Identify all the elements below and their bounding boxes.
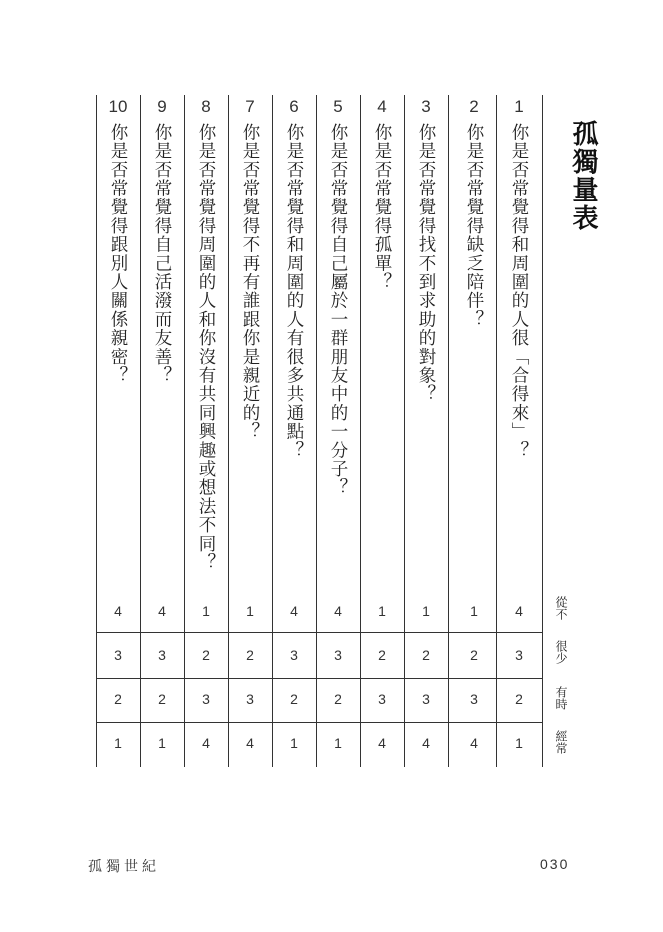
question-text: 你是否常覺得自己屬於一群朋友中的一分子？: [328, 123, 348, 497]
score-rarely: 3: [290, 647, 298, 663]
score-never: 1: [422, 603, 430, 619]
question-text: 你是否常覺得自己活潑而友善？: [152, 123, 172, 385]
score-often: 1: [114, 735, 122, 751]
question-number: 3: [421, 97, 431, 116]
score-never: 4: [158, 603, 166, 619]
score-often: 4: [470, 735, 478, 751]
score-rarely: 2: [470, 647, 478, 663]
score-rarely: 3: [158, 647, 166, 663]
question-number: 4: [377, 97, 387, 116]
footer-page-number: 030: [540, 856, 570, 872]
score-often: 1: [515, 735, 523, 751]
score-often: 4: [202, 735, 210, 751]
page-title: 孤獨量表: [568, 120, 598, 232]
score-often: 4: [246, 735, 254, 751]
question-number: 5: [333, 97, 343, 116]
score-sometimes: 2: [114, 691, 122, 707]
score-never: 1: [378, 603, 386, 619]
question-text: 你是否常覺得和周圍的人有很多共通點？: [284, 123, 304, 460]
score-sometimes: 2: [158, 691, 166, 707]
option-label-never: 從不: [554, 596, 568, 620]
score-rarely: 2: [422, 647, 430, 663]
score-rarely: 3: [114, 647, 122, 663]
table-hline: [96, 632, 542, 633]
score-rarely: 2: [246, 647, 254, 663]
score-never: 1: [202, 603, 210, 619]
score-rarely: 2: [378, 647, 386, 663]
option-label-sometimes: 有時: [554, 686, 568, 710]
footer-book-title: 孤獨世紀: [88, 859, 160, 875]
score-often: 4: [378, 735, 386, 751]
score-never: 4: [290, 603, 298, 619]
score-sometimes: 3: [378, 691, 386, 707]
score-sometimes: 2: [290, 691, 298, 707]
score-sometimes: 3: [202, 691, 210, 707]
question-text: 你是否常覺得缺乏陪伴？: [464, 123, 484, 329]
score-sometimes: 3: [422, 691, 430, 707]
table-vline: [542, 95, 543, 767]
question-number: 6: [289, 97, 299, 116]
score-sometimes: 2: [334, 691, 342, 707]
score-often: 1: [290, 735, 298, 751]
question-number: 2: [469, 97, 479, 116]
question-number: 8: [201, 97, 211, 116]
table-hline: [96, 722, 542, 723]
score-never: 1: [470, 603, 478, 619]
question-number: 10: [108, 97, 128, 116]
score-never: 4: [334, 603, 342, 619]
question-text: 你是否常覺得周圍的人和你沒有共同興趣或想法不同？: [196, 123, 216, 572]
question-text: 你是否常覺得跟別人關係親密？: [108, 123, 128, 385]
score-rarely: 3: [515, 647, 523, 663]
question-text: 你是否常覺得孤單？: [372, 123, 392, 292]
score-never: 1: [246, 603, 254, 619]
score-never: 4: [114, 603, 122, 619]
score-rarely: 2: [202, 647, 210, 663]
table-vline: [448, 95, 449, 767]
option-label-rarely: 很少: [554, 640, 568, 664]
table-hline: [96, 678, 542, 679]
question-number: 7: [245, 97, 255, 116]
question-text: 你是否常覺得找不到求助的對象？: [416, 123, 436, 404]
score-sometimes: 2: [515, 691, 523, 707]
question-number: 9: [157, 97, 167, 116]
option-label-often: 經常: [554, 730, 568, 754]
score-sometimes: 3: [470, 691, 478, 707]
score-sometimes: 3: [246, 691, 254, 707]
score-often: 1: [158, 735, 166, 751]
score-never: 4: [515, 603, 523, 619]
question-text: 你是否常覺得和周圍的人很「合得來」？: [509, 123, 529, 460]
score-often: 4: [422, 735, 430, 751]
score-rarely: 3: [334, 647, 342, 663]
score-often: 1: [334, 735, 342, 751]
question-number: 1: [514, 97, 524, 116]
question-text: 你是否常覺得不再有誰跟你是親近的？: [240, 123, 260, 441]
